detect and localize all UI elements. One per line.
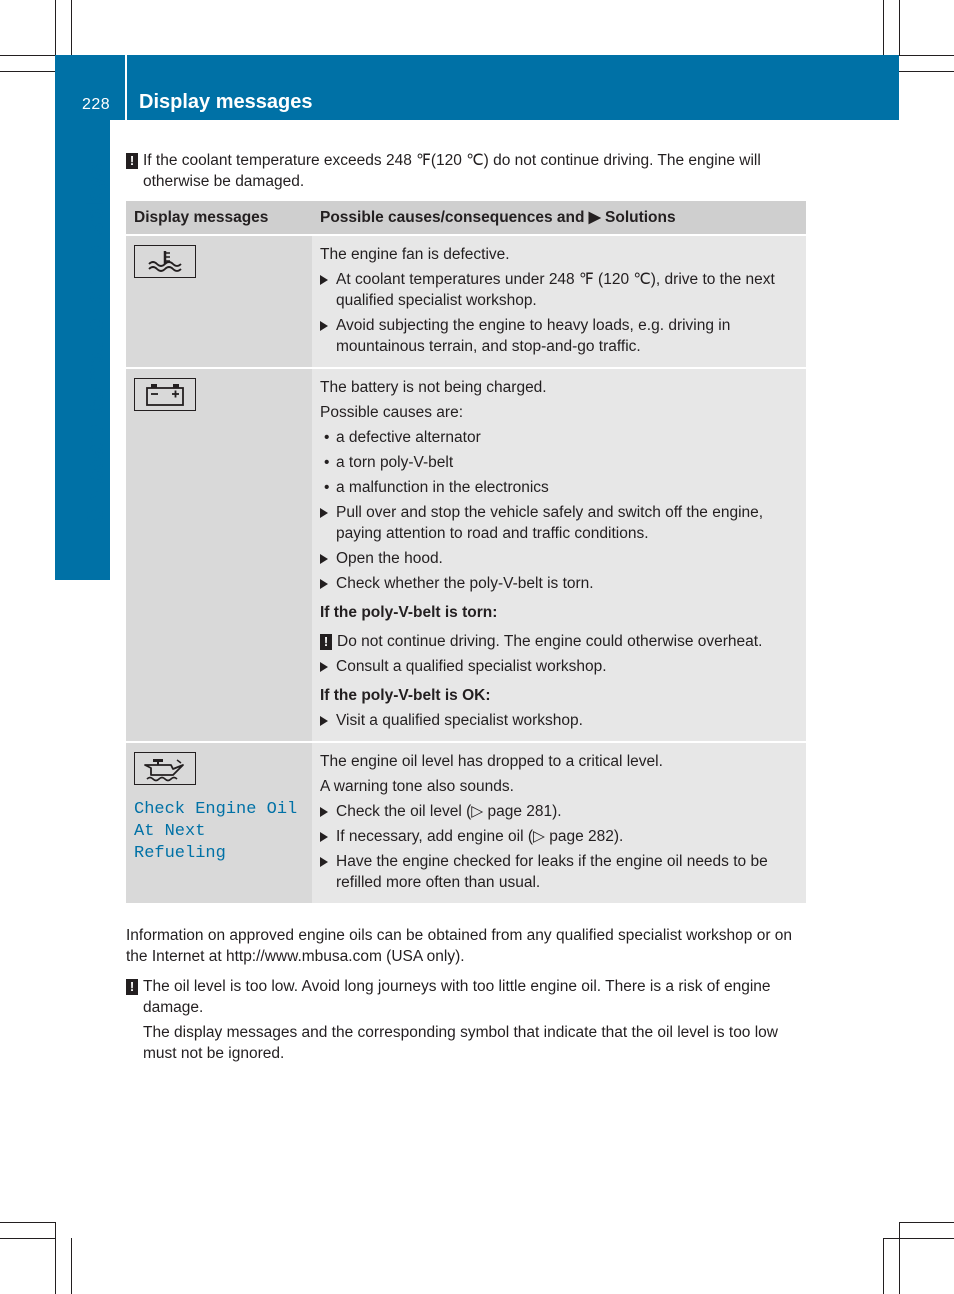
table-header-row [126, 201, 806, 235]
list-item: • a defective alternator [324, 429, 481, 446]
footer-section [126, 925, 806, 1064]
crop-mark [0, 55, 55, 56]
header-divider [125, 55, 127, 120]
row-intro: Possible causes are: [320, 404, 464, 421]
row-intro: A warning tone also sounds. [320, 778, 514, 795]
row-intro: The engine fan is defective. [320, 246, 510, 263]
arrow-icon [320, 554, 328, 564]
intro-warning-text: If the coolant temperature exceeds 248 ℉(120 ℃) do not continue driving. The engine will otherwise be damaged. [143, 152, 761, 190]
crop-mark [883, 1238, 884, 1294]
crop-mark [0, 1222, 55, 1223]
table-row [126, 235, 806, 368]
display-messages-table [126, 201, 806, 903]
subheading: If the poly-V-belt is OK: [320, 687, 491, 704]
row-intro: The battery is not being charged. [320, 379, 547, 396]
page-reference[interactable]: If necessary, add engine oil (▷ page 282). [336, 828, 624, 845]
list-item: • a torn poly-V-belt [324, 454, 454, 471]
symbol-cell [126, 742, 312, 903]
footer-warning: ! The oil level is too low. Avoid long journeys with too little engine oil. There is a risk of engine damage. [126, 976, 806, 1018]
solution-step: Visit a qualified specialist workshop. [320, 710, 798, 731]
subheading: If the poly-V-belt is torn: [320, 604, 498, 621]
intro-warning [126, 150, 806, 192]
crop-mark [55, 1222, 56, 1294]
page-title: Display messages [139, 91, 313, 113]
solution-step: Have the engine checked for leaks if the engine oil needs to be refilled more often than usual. [320, 851, 798, 893]
coolant-temperature-icon [134, 245, 196, 278]
crop-mark [71, 1238, 72, 1294]
crop-mark [899, 55, 954, 56]
table-row [126, 368, 806, 742]
exclamation-icon: ! [126, 979, 138, 995]
page-number: 228 [82, 96, 111, 113]
description-cell [312, 368, 806, 742]
inline-warning: ! Do not continue driving. The engine could otherwise overheat. [320, 631, 798, 652]
page-content [126, 150, 806, 1064]
description-cell [312, 235, 806, 368]
arrow-icon [320, 832, 328, 842]
footer-warning-continued: The display messages and the corresponding symbol that indicate that the oil level is too low must not be ignored. [143, 1024, 778, 1062]
crop-mark [899, 1222, 954, 1223]
solution-step: Pull over and stop the vehicle safely and switch off the engine, paying attention to road and traffic conditions. [320, 502, 798, 544]
symbol-cell [126, 368, 312, 742]
crop-mark [899, 71, 954, 72]
crop-mark [899, 0, 900, 55]
display-text-line: Check Engine Oil [134, 800, 298, 819]
table-row [126, 742, 806, 903]
display-text-line: At Next Refueling [134, 822, 226, 863]
column-header-display-messages: Display messages [126, 201, 312, 235]
battery-icon [134, 378, 196, 411]
solution-step [320, 801, 798, 822]
arrow-icon [320, 716, 328, 726]
oil-can-icon [134, 752, 196, 785]
solution-step: Consult a qualified specialist workshop. [320, 656, 798, 677]
crop-mark [883, 1238, 954, 1239]
description-cell [312, 742, 806, 903]
crop-mark [883, 0, 884, 55]
symbol-cell [126, 235, 312, 368]
crop-mark [0, 1238, 55, 1239]
crop-mark [55, 0, 56, 55]
crop-mark [0, 71, 55, 72]
list-item: • a malfunction in the electronics [324, 479, 549, 496]
arrow-icon [320, 662, 328, 672]
chapter-title: On-board computer and displays [82, 163, 108, 524]
arrow-icon [320, 579, 328, 589]
arrow-icon [320, 857, 328, 867]
solution-step: Open the hood. [320, 548, 798, 569]
display-text [134, 799, 304, 865]
solution-step: Avoid subjecting the engine to heavy loads, e.g. driving in mountainous terrain, and stop-and-go traffic. [320, 315, 798, 357]
crop-mark [71, 0, 72, 55]
page-reference[interactable]: Check the oil level (▷ page 281). [336, 803, 562, 820]
column-header-causes: Possible causes/consequences and ▶ Solutions [312, 201, 806, 235]
solution-step: Check whether the poly-V-belt is torn. [320, 573, 798, 594]
arrow-icon [320, 508, 328, 518]
row-intro: The engine oil level has dropped to a critical level. [320, 753, 663, 770]
solution-step: At coolant temperatures under 248 ℉ (120 ℃), drive to the next qualified specialist workshop. [320, 269, 798, 311]
arrow-icon [320, 807, 328, 817]
solution-step [320, 826, 798, 847]
exclamation-icon: ! [126, 153, 138, 169]
crop-mark [899, 1222, 900, 1294]
footer-info: Information on approved engine oils can be obtained from any qualified specialist workshop or on the Internet at http://www.mbusa.com (USA only). [126, 927, 793, 965]
exclamation-icon: ! [320, 634, 332, 650]
arrow-icon [320, 275, 328, 285]
arrow-icon [320, 321, 328, 331]
